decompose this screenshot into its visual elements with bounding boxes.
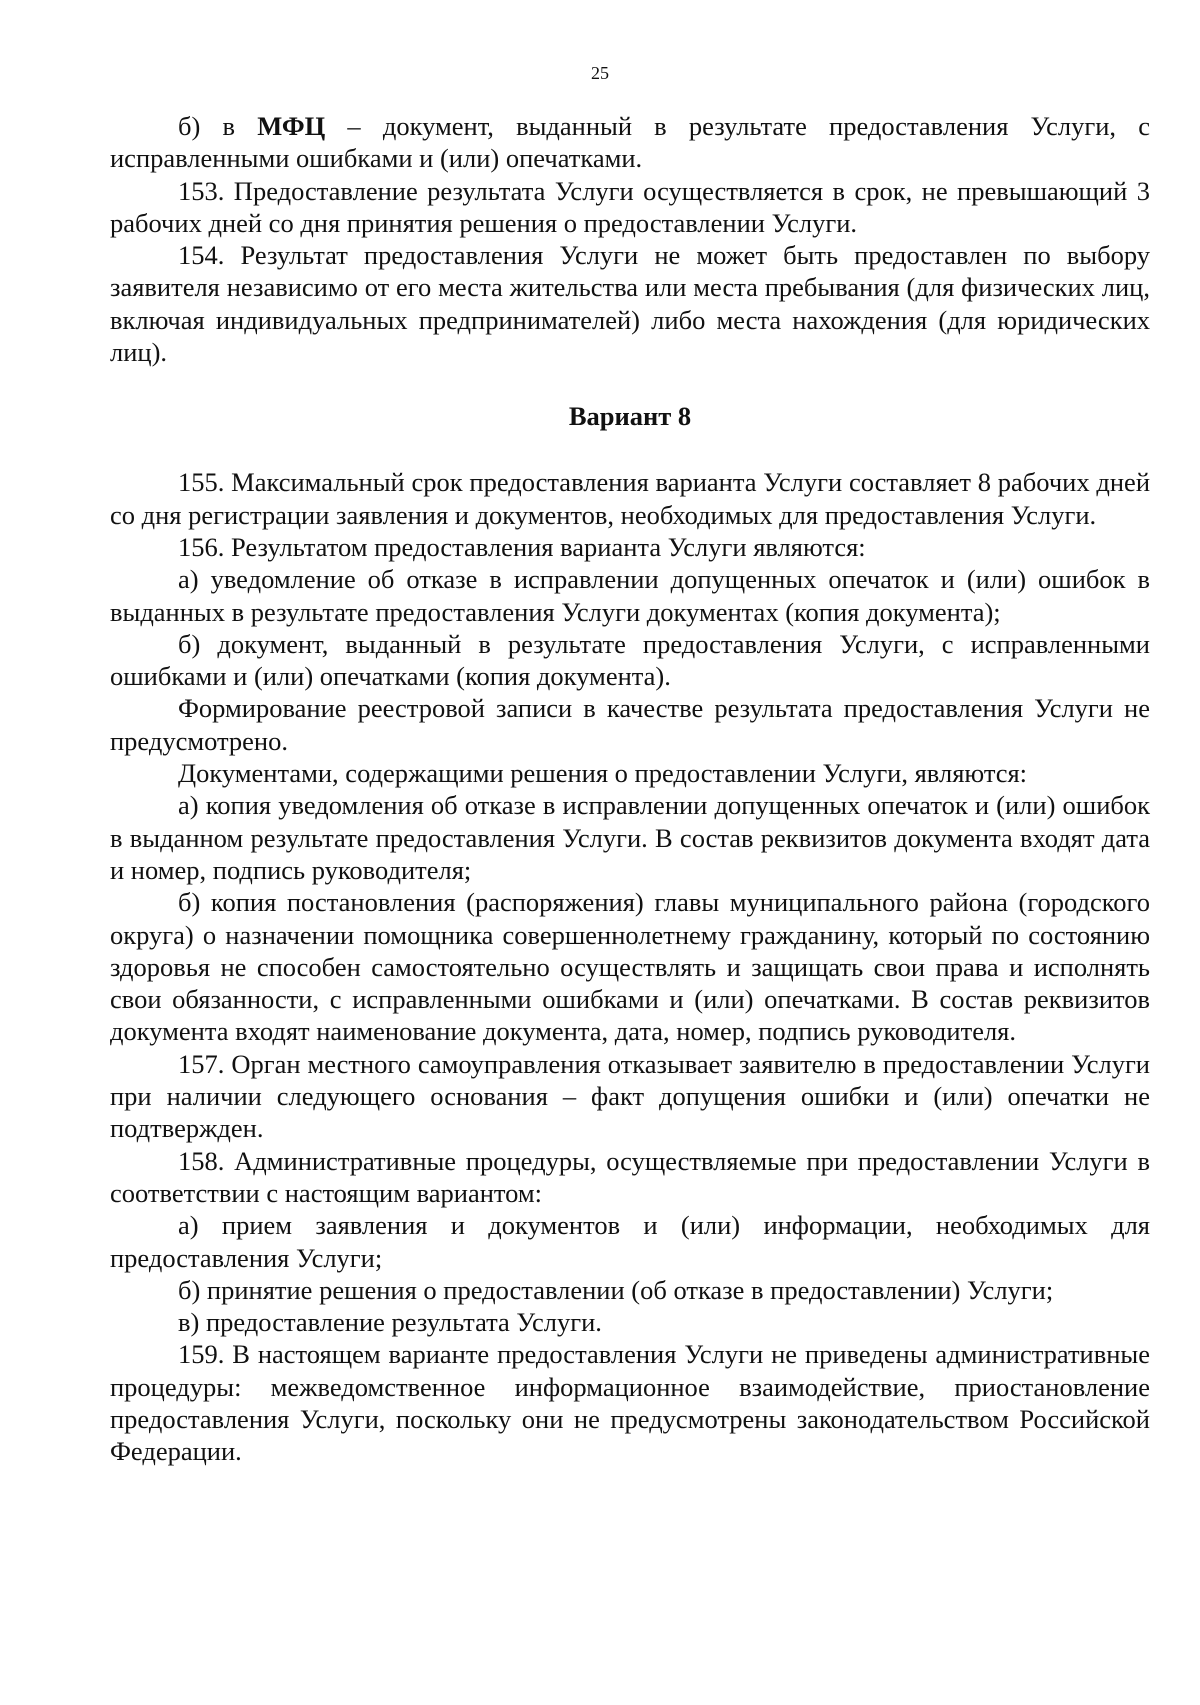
paragraph-registry-note: Формирование реестровой записи в качестве результата предоставления Услуги не предусмотрено. [110, 693, 1150, 756]
paragraph-156-a: а) уведомление об отказе в исправлении допущенных опечаток и (или) ошибок в выданных в результате предоставления Услуги документах (копия документа); [110, 564, 1150, 627]
paragraph-prefix: б) в [178, 111, 258, 141]
paragraph-documents-intro: Документами, содержащими решения о предоставлении Услуги, являются: [178, 758, 1028, 789]
paragraph-158-b: б) принятие решения о предоставлении (об отказе в предоставлении) Услуги; [178, 1274, 1054, 1305]
mfc-term: МФЦ [257, 111, 326, 141]
paragraph-156-b: б) документ, выданный в результате предоставления Услуги, с исправленными ошибками и (или) опечатками (копия документа). [110, 628, 1150, 692]
page-number: 25 [591, 63, 609, 83]
paragraph-158-c: в) предоставление результата Услуги. [178, 1307, 602, 1338]
paragraph-156: 156. Результатом предоставления варианта Услуги являются: [178, 531, 866, 562]
section-heading: Вариант 8 [568, 401, 692, 432]
paragraph-b-mfc [110, 110, 1150, 175]
paragraph-155: 155. Максимальный срок предоставления варианта Услуги составляет 8 рабочих дней со дня регистрации заявления и документов, необходимых для предоставления Услуги. [110, 467, 1150, 530]
paragraph-documents-b: б) копия постановления (распоряжения) главы муниципального района (городского округа) о назначении помощника совершеннолетнему гражданину, который по состоянию здоровья не способен самостоятельно осуществлять и защищать свои права и исполнять свои обязанности, с исправленными ошибками и (или) опечатками. В состав реквизитов документа входят наименование документа, дата, номер, подпись руководителя. [110, 887, 1150, 1047]
paragraph-154: 154. Результат предоставления Услуги не может быть предоставлен по выбору заявителя независимо от его места жительства или места пребывания (для физических лиц, включая индивидуальных предпринимателей) либо места нахождения (для юридических лиц). [110, 240, 1150, 368]
paragraph-158-a: а) прием заявления и документов и (или) информации, необходимых для предоставления Услуги; [110, 1210, 1150, 1273]
document-body [110, 110, 1150, 1468]
paragraph-text: – документ, выданный в результате предоставления Услуги, с исправленными ошибками и (или) опечатками. [110, 111, 1150, 174]
paragraph-documents-a: а) копия уведомления об отказе в исправлении допущенных опечаток и (или) ошибок в выданном результате предоставления Услуги. В состав реквизитов документа входят дата и номер, подпись руководителя; [110, 790, 1150, 885]
paragraph-153: 153. Предоставление результата Услуги осуществляется в срок, не превышающий 3 рабочих дней со дня принятия решения о предоставлении Услуги. [110, 175, 1150, 238]
paragraph-159: 159. В настоящем варианте предоставления Услуги не приведены административные процедуры: межведомственное информационное взаимодействие, приостановление предоставления Услуги, поскольку они не предусмотрены законодательством Российской Федерации. [110, 1339, 1150, 1467]
paragraph-157: 157. Орган местного самоуправления отказывает заявителю в предоставлении Услуги при наличии следующего основания – факт допущения ошибки и (или) опечатки не подтвержден. [110, 1048, 1150, 1144]
paragraph-158: 158. Административные процедуры, осуществляемые при предоставлении Услуги в соответствии с настоящим вариантом: [110, 1145, 1150, 1208]
